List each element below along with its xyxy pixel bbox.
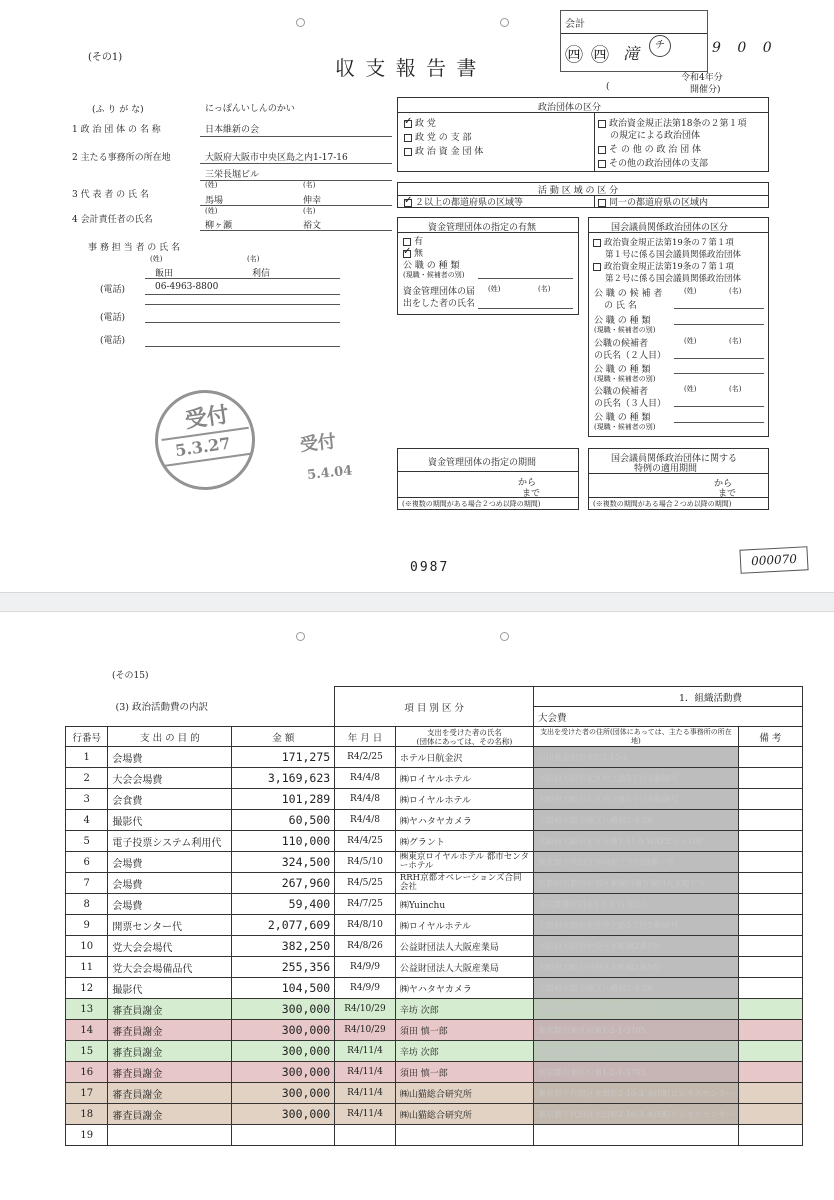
address-cell: 大阪府大阪市北区天満1-11-9 WAKEビル10F <box>534 831 739 852</box>
remarks-cell <box>738 873 802 894</box>
payee-cell: ㈱ロイヤルホテル <box>395 768 533 789</box>
single-prefecture-checkbox[interactable] <box>598 199 606 207</box>
expenditure-table <box>65 686 803 1146</box>
payee-cell: ㈱ロイヤルホテル <box>395 789 533 810</box>
sheet-code: 000070 <box>739 546 808 574</box>
amount-cell: 300,000 <box>232 1083 335 1104</box>
date-cell: R4/11/4 <box>335 1062 396 1083</box>
furigana-value: にっぽんいしんのかい <box>205 104 295 114</box>
remarks-cell <box>738 852 802 873</box>
row-number: 10 <box>66 936 108 957</box>
payee-cell: 公益財団法人大阪産業局 <box>395 936 533 957</box>
date-cell: R4/8/26 <box>335 936 396 957</box>
org-name-label: 1 政 治 団 体 の 名 称 <box>72 125 161 135</box>
payee-cell: ㈱Yuinchu <box>395 894 533 915</box>
office-address: 大阪府大阪市中央区島之内1-17-16 <box>205 153 348 163</box>
table-row <box>66 1104 803 1125</box>
address-cell: 東京都千代田区永田町2-10-3 永田町ビジネスセンター <box>534 1083 739 1104</box>
remarks-cell <box>738 936 802 957</box>
circled-note: チ <box>649 35 671 57</box>
payee-cell: 辛坊 次郎 <box>395 999 533 1020</box>
fund-no-checkbox[interactable] <box>403 250 411 258</box>
table-row <box>66 1125 803 1146</box>
org-name-value: 日本維新の会 <box>205 125 260 135</box>
payee-cell: ㈱山猫総合研究所 <box>395 1104 533 1125</box>
row-number: 5 <box>66 831 108 852</box>
payee-cell: RRH京都オペレーションズ合同会社 <box>395 873 533 894</box>
row-number: 13 <box>66 999 108 1020</box>
purpose-cell: 審査員謝金 <box>108 1062 232 1083</box>
party-checkbox[interactable] <box>404 120 412 128</box>
payee-cell: ㈱ロイヤルホテル <box>395 915 533 936</box>
row-number: 17 <box>66 1083 108 1104</box>
table-row <box>66 999 803 1020</box>
remarks-cell <box>738 810 802 831</box>
row-number: 8 <box>66 894 108 915</box>
table-row <box>66 1083 803 1104</box>
multi-prefecture-checkbox[interactable] <box>404 199 412 207</box>
held-label: 開催分) <box>690 85 721 95</box>
remarks-cell <box>738 1062 802 1083</box>
payee-cell: ㈱ヤハタヤカメラ <box>395 978 533 999</box>
diet-type1-checkbox[interactable] <box>593 239 601 247</box>
diet-member-group-box: 国会議員関係政治団体の区分 政治資金規正法第19条の７第１項 第１号に係る国会議員関係政治団体 政治資金規正法第19条の７第１項 第２号に係る国会議員関係政治団体 公 職 の 候 補 者 の 氏 名 (姓) (名) 公 職 の 種 類 (現職・候補者の別) 公職の候補者 の氏名（２人目） (姓) (名) 公 職 の 種 類 (現職・候補者の別) 公職の候補者 の氏名（３人目） (姓) (名) 公 職 の 種 類 (現職・候補者の別) <box>588 217 769 437</box>
expenditure-detail-page <box>0 612 834 1200</box>
table-row <box>66 831 803 852</box>
punch-hole <box>500 632 509 641</box>
remarks-cell <box>738 768 802 789</box>
address-cell: 東京都千代田区平河町二丁目四番一号 <box>534 852 739 873</box>
row-number: 3 <box>66 789 108 810</box>
date-cell: R4/2/25 <box>335 747 396 768</box>
diet-type2-checkbox[interactable] <box>593 263 601 271</box>
accountant-given-name: 裕文 <box>303 221 322 231</box>
punch-hole <box>296 18 305 27</box>
seal-stamp: ㊃ <box>565 45 583 66</box>
fund-management-box: 資金管理団体の指定の有無 有 ✓無 公 職 の 種 類 (現職・候補者の別) 資金管理団体の届 出をした者の氏名 (姓) (名) <box>397 217 579 315</box>
representative-surname: 馬場 <box>205 196 224 206</box>
address-cell: 大阪府枚方市枚方元町1-2-15 <box>534 1041 739 1062</box>
payee-cell: 辛坊 次郎 <box>395 1041 533 1062</box>
diet-period-box: 国会議員関係政治団体に関する 特例の適用期間 から まで (※複数の期間がある場合２つめ以降の期間) <box>588 448 769 510</box>
fund-yes-checkbox[interactable] <box>403 238 411 246</box>
payee-cell: ㈱山猫総合研究所 <box>395 1083 533 1104</box>
amount-cell: 267,960 <box>232 873 335 894</box>
address-cell: 大阪府大阪市北区中之島5丁目3番68号 <box>534 915 739 936</box>
address-cell: 東京都千代田区永田町2-10-3 永田町ビジネスセンター <box>534 1104 739 1125</box>
open-paren: ( <box>606 82 610 92</box>
amount-cell: 104,500 <box>232 978 335 999</box>
date-cell: R4/9/9 <box>335 957 396 978</box>
table-row <box>66 1062 803 1083</box>
art18-checkbox[interactable] <box>598 120 606 128</box>
address-cell: 大阪府大阪市港区八幡屋2-3-28 <box>534 810 739 831</box>
address-cell: 東京都港区白金1-1-1 白金ビル <box>534 894 739 915</box>
row-number: 2 <box>66 768 108 789</box>
sheet-number: (その15) <box>112 671 149 681</box>
accounting-stamp-box <box>560 10 708 72</box>
purpose-cell: 会場費 <box>108 873 232 894</box>
purpose-cell: 審査員謝金 <box>108 1041 232 1062</box>
table-row <box>66 936 803 957</box>
address-cell: 東京都台東区台東1-2-1-3705 <box>534 1062 739 1083</box>
payee-cell: 須田 慎一郎 <box>395 1062 533 1083</box>
amount-cell: 110,000 <box>232 831 335 852</box>
sheet-number: (その1) <box>88 52 123 63</box>
table-row <box>66 1041 803 1062</box>
year-label: 令和4年分 <box>681 73 723 83</box>
payee-cell: 公益財団法人大阪産業局 <box>395 957 533 978</box>
phone-value: 06-4963-8800 <box>155 282 219 292</box>
purpose-cell: 撮影代 <box>108 810 232 831</box>
remarks-cell <box>738 978 802 999</box>
address-cell: 大阪府大阪市港区八幡屋2-3-28 <box>534 978 739 999</box>
classification-box: 政治団体の区分 ✓政 党 政 党 の 支 部 政 治 資 金 団 体 政治資金規正法第18条の２第１項 の規定による政治団体 そ の 他 の 政 治 団 体 その他の政治団体の支部 <box>397 97 769 172</box>
table-row <box>66 915 803 936</box>
round-receipt-stamp: 受付 5.3.27 <box>149 384 262 497</box>
row-number: 16 <box>66 1062 108 1083</box>
amount-cell: 300,000 <box>232 999 335 1020</box>
col-header-remarks: 備 考 <box>738 727 802 747</box>
document-title: 収 支 報 告 書 <box>335 56 479 80</box>
remarks-cell <box>738 1020 802 1041</box>
remarks-cell <box>738 789 802 810</box>
date-cell: R4/4/8 <box>335 810 396 831</box>
row-number: 9 <box>66 915 108 936</box>
table-row <box>66 810 803 831</box>
purpose-cell: 審査員謝金 <box>108 1083 232 1104</box>
date-cell: R4/4/8 <box>335 789 396 810</box>
date-cell: R4/11/4 <box>335 1041 396 1062</box>
remarks-cell <box>738 999 802 1020</box>
office-building: 三栄長堀ビル <box>205 170 260 180</box>
date-cell: R4/7/25 <box>335 894 396 915</box>
table-row <box>66 747 803 768</box>
remarks-cell <box>738 1041 802 1062</box>
amount-cell: 60,500 <box>232 810 335 831</box>
punch-hole <box>296 632 305 641</box>
date-cell: R4/4/25 <box>335 831 396 852</box>
item-category-header: 項 目 別 区 分 <box>335 687 534 727</box>
row-number: 7 <box>66 873 108 894</box>
fund-period-box: 資金管理団体の指定の期間 から まで (※複数の期間がある場合２つめ以降の期間) <box>397 448 579 510</box>
subcategory-header: 大会費 <box>534 707 803 727</box>
amount-cell: 300,000 <box>232 1041 335 1062</box>
table-row <box>66 957 803 978</box>
date-cell: R4/11/4 <box>335 1083 396 1104</box>
table-row <box>66 873 803 894</box>
payee-cell <box>395 1125 533 1146</box>
amount-cell: 171,275 <box>232 747 335 768</box>
punch-hole <box>500 18 509 27</box>
row-number: 19 <box>66 1125 108 1146</box>
accountant-label: 4 会計責任者の氏名 <box>72 215 153 225</box>
table-row <box>66 789 803 810</box>
payee-cell: ホテル日航金沢 <box>395 747 533 768</box>
amount-cell: 300,000 <box>232 1062 335 1083</box>
purpose-cell: 電子投票システム利用代 <box>108 831 232 852</box>
page-number: 0987 <box>410 560 450 575</box>
address-cell: 大阪府大阪市中央区本町橋2番5号 <box>534 957 739 978</box>
page-separator <box>0 592 834 612</box>
seal-stamp: ㊃ <box>591 45 609 66</box>
payee-cell: ㈱グラント <box>395 831 533 852</box>
purpose-cell: 党大会会場備品代 <box>108 957 232 978</box>
address-cell: 石川県金沢市本町2-15-1 <box>534 747 739 768</box>
other-branch-checkbox[interactable] <box>598 160 606 168</box>
staff-given-name: 利信 <box>252 269 271 279</box>
address-cell: 大阪府大阪市北区中之島5丁目3番68号 <box>534 768 739 789</box>
report-cover-page: (その1) 収 支 報 告 書 会計 ㊃ ㊃ 滝 チ 9 0 0 令和4年分 ( 開催分) (ふ り が な) にっぽんいしんのかい 1 政 治 団 体 の 名 称 日本維新の会 2 主たる事務所の所在地 大阪府大阪市中央区島之内1-17-16 三栄長堀ビル 3 代 表 者 の 氏 名 (姓) (名) 馬場 伸幸 4 会計責任者の氏名 (姓) (名) 柳ヶ瀬 裕文 事 務 担 当 者 の 氏 名 (姓) (名) 飯田 利信 (電話) 06-4963-8800 (電話) (電話) 政治団体の区分 ✓政 党 政 党 の 支 部 政 治 資 金 団 体 政治資金規正法第18条の２第１項 の規定による政治団体 そ の 他 の 政 治 団 体 その他の政治団体の支部 活 動 区 域 の 区 分 ✓２以上の都道府県の区域等 同一の都道府県の区域内 資金管理団体の指定の有無 有 ✓無 公 職 の 種 類 (現職・候補者の別) 資金管理団体の届 出をした者の氏名 (姓) (名) 国会議員関係政治団体の区分 政治資金規正法第19条の７第１項 第１号に係る国会議員関係政治団体 政治資金規正法第19条の７第１項 第２号に係る国会議員関係政治団体 公 職 の 候 補 者 の 氏 名 (姓) (名) 公 職 の 種 類 (現職・候補者の別) 公職の候補者 の氏名（２人目） (姓) (名) 公 職 の 種 類 (現職・候補者の別) 公職の候補者 の氏名（３人目） (姓) (名) 公 職 の 種 類 (現職・候補者の別) 資金管理団体の指定の期間 から まで (※複数の期間がある場合２つめ以降の期間) 国会議員関係政治団体に関する 特例の適用期間 から まで (※複数の期間がある場合２つめ以降の期間) 受付 5.3.27 受付 5.4.04 0987 000070 <box>0 0 834 592</box>
phone-label: (電話) <box>100 313 126 323</box>
office-label: 2 主たる事務所の所在地 <box>72 153 171 163</box>
remarks-cell <box>738 1104 802 1125</box>
col-header-address: 支出を受けた者の住所(団体にあっては、主たる事務所の所在地) <box>534 727 739 747</box>
remarks-cell <box>738 957 802 978</box>
handwritten-digits: 9 0 0 <box>712 40 778 56</box>
row-number: 6 <box>66 852 108 873</box>
representative-given-name: 伸幸 <box>303 196 322 206</box>
remarks-cell <box>738 1125 802 1146</box>
col-header-purpose: 支 出 の 目 的 <box>108 727 232 747</box>
purpose-cell: 開票センター代 <box>108 915 232 936</box>
payee-cell: ㈱ヤハタヤカメラ <box>395 810 533 831</box>
col-header-amount: 金 額 <box>232 727 335 747</box>
address-cell: 東京都台東区台東1-2-1-3705 <box>534 1020 739 1041</box>
purpose-cell: 党大会会場代 <box>108 936 232 957</box>
table-row <box>66 768 803 789</box>
amount-cell: 101,289 <box>232 789 335 810</box>
furigana-label: (ふ り が な) <box>92 105 144 115</box>
purpose-cell: 審査員謝金 <box>108 1104 232 1125</box>
received-stamp: 受付 5.4.04 <box>298 431 353 484</box>
remarks-cell <box>738 1083 802 1104</box>
row-number: 1 <box>66 747 108 768</box>
accounting-label: 会計 <box>565 19 585 30</box>
payee-cell: 須田 慎一郎 <box>395 1020 533 1041</box>
table-row <box>66 894 803 915</box>
date-cell: R4/5/10 <box>335 852 396 873</box>
address-cell: 大阪府大阪市中央区本町橋2番5号 <box>534 936 739 957</box>
amount-cell: 59,400 <box>232 894 335 915</box>
purpose-cell: 会場費 <box>108 894 232 915</box>
representative-label: 3 代 表 者 の 氏 名 <box>72 190 149 200</box>
amount-cell: 2,077,609 <box>232 915 335 936</box>
staff-surname: 飯田 <box>155 269 174 279</box>
amount-cell: 382,250 <box>232 936 335 957</box>
classification-title: 政治団体の区分 <box>538 103 602 113</box>
date-cell: R4/9/9 <box>335 978 396 999</box>
other-org-checkbox[interactable] <box>598 146 606 154</box>
remarks-cell <box>738 831 802 852</box>
amount-cell: 255,356 <box>232 957 335 978</box>
phone-label: (電話) <box>100 285 126 295</box>
purpose-cell: 審査員謝金 <box>108 1020 232 1041</box>
table-row <box>66 1020 803 1041</box>
address-cell <box>534 1125 739 1146</box>
amount-cell: 324,500 <box>232 852 335 873</box>
amount-cell: 3,169,623 <box>232 768 335 789</box>
date-cell: R4/4/8 <box>335 768 396 789</box>
fund-org-checkbox[interactable] <box>404 148 412 156</box>
purpose-cell <box>108 1125 232 1146</box>
date-cell: R4/10/29 <box>335 999 396 1020</box>
date-cell: R4/10/29 <box>335 1020 396 1041</box>
row-number: 14 <box>66 1020 108 1041</box>
amount-cell <box>232 1125 335 1146</box>
date-cell <box>335 1125 396 1146</box>
category-header: 1．組織活動費 <box>534 687 803 707</box>
phone-label: (電話) <box>100 336 126 346</box>
staff-label: 事 務 担 当 者 の 氏 名 <box>88 243 181 253</box>
section-title: (3) 政治活動費の内訳 <box>66 687 335 727</box>
row-number: 12 <box>66 978 108 999</box>
purpose-cell: 会食費 <box>108 789 232 810</box>
date-cell: R4/5/25 <box>335 873 396 894</box>
table-row <box>66 978 803 999</box>
purpose-cell: 撮影代 <box>108 978 232 999</box>
address-cell: 京都府京都市中京区東堀川通り堀川丸太町ビル <box>534 873 739 894</box>
purpose-cell: 会場費 <box>108 747 232 768</box>
date-cell: R4/8/10 <box>335 915 396 936</box>
date-cell: R4/11/4 <box>335 1104 396 1125</box>
amount-cell: 300,000 <box>232 1104 335 1125</box>
remarks-cell <box>738 747 802 768</box>
purpose-cell: 会場費 <box>108 852 232 873</box>
purpose-cell: 審査員謝金 <box>108 999 232 1020</box>
payee-cell: ㈱東京ロイヤルホテル 都市センターホテル <box>395 852 533 873</box>
col-header-date: 年 月 日 <box>335 727 396 747</box>
col-header-payee: 支出を受けた者の氏名 (団体にあっては、その名称) <box>395 727 533 747</box>
activity-area-box: 活 動 区 域 の 区 分 ✓２以上の都道府県の区域等 同一の都道府県の区域内 <box>397 182 769 208</box>
handwritten-mark: 滝 <box>623 44 640 63</box>
row-number: 15 <box>66 1041 108 1062</box>
row-number: 4 <box>66 810 108 831</box>
accountant-surname: 柳ヶ瀬 <box>205 221 233 231</box>
remarks-cell <box>738 894 802 915</box>
address-cell: 大阪府大阪市北区中之島5丁目3番68号 <box>534 789 739 810</box>
party-branch-checkbox[interactable] <box>404 134 412 142</box>
row-number: 11 <box>66 957 108 978</box>
address-cell: 大阪府枚方市枚方元町1-2-15 <box>534 999 739 1020</box>
purpose-cell: 大会会場費 <box>108 768 232 789</box>
table-row <box>66 852 803 873</box>
amount-cell: 300,000 <box>232 1020 335 1041</box>
remarks-cell <box>738 915 802 936</box>
row-number: 18 <box>66 1104 108 1125</box>
col-header-row-number: 行番号 <box>66 727 108 747</box>
